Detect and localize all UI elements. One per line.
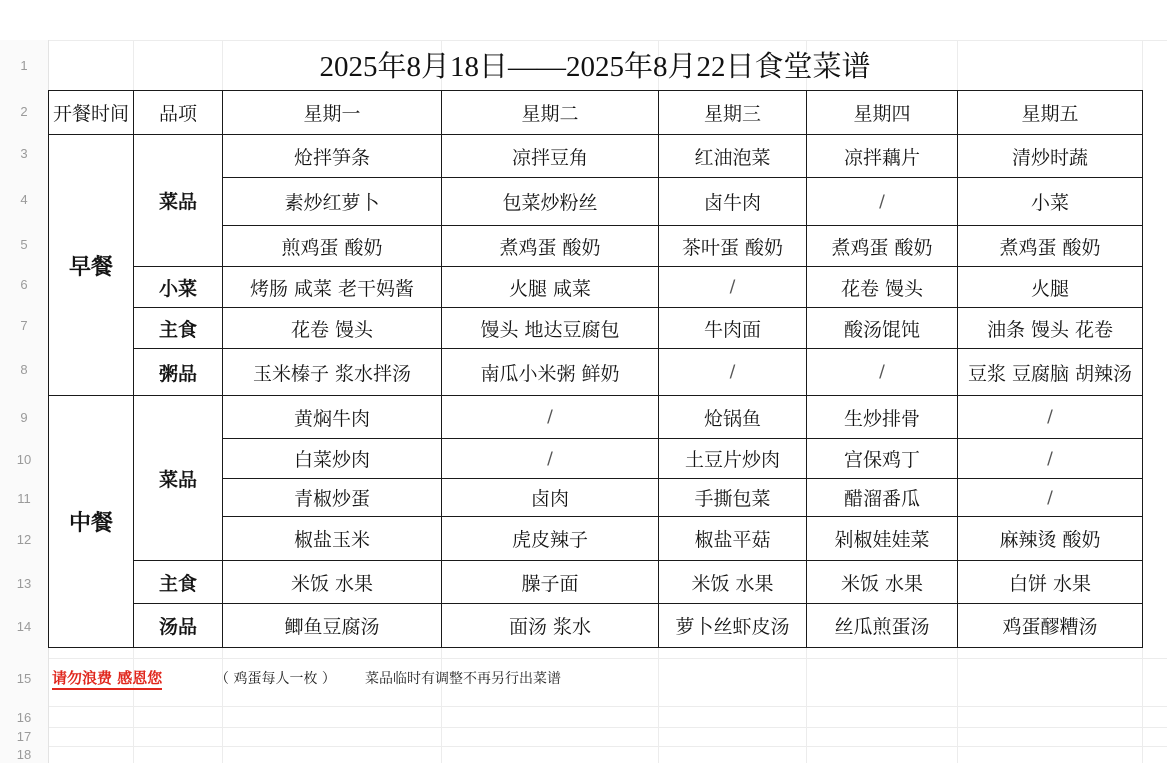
row-number[interactable]: 7 [20, 318, 28, 333]
menu-cell[interactable]: / [807, 178, 958, 226]
menu-cell[interactable]: 花卷 馒头 [807, 267, 958, 308]
lunch-dishes-label[interactable]: 菜品 [134, 396, 223, 561]
table-row [49, 349, 1143, 396]
menu-cell[interactable]: 麻辣烫 酸奶 [958, 517, 1143, 561]
row-number[interactable]: 17 [16, 729, 32, 744]
menu-cell[interactable]: 米饭 水果 [807, 561, 958, 604]
menu-cell[interactable]: 火腿 [958, 267, 1143, 308]
lunch-soup-label[interactable]: 汤品 [134, 604, 223, 648]
menu-cell[interactable]: 油条 馒头 花卷 [958, 308, 1143, 349]
menu-cell[interactable]: 清炒时蔬 [958, 135, 1143, 178]
row-number[interactable]: 15 [16, 671, 32, 686]
menu-title[interactable]: 2025年8月18日——2025年8月22日食堂菜谱 [319, 51, 871, 83]
table-row [49, 561, 1143, 604]
menu-cell[interactable]: 卤肉 [442, 479, 659, 517]
table-row [49, 308, 1143, 349]
row-number[interactable]: 11 [17, 491, 31, 506]
row-number[interactable]: 14 [16, 619, 32, 634]
waste-warning-note[interactable]: 请勿浪费 感恩您 [52, 668, 162, 690]
header-friday[interactable]: 星期五 [958, 91, 1143, 135]
menu-cell[interactable]: 椒盐玉米 [223, 517, 442, 561]
menu-cell[interactable]: 煮鸡蛋 酸奶 [958, 226, 1143, 267]
row-number[interactable]: 8 [20, 362, 28, 377]
menu-cell[interactable]: 生炒排骨 [807, 396, 958, 439]
row-number[interactable]: 16 [16, 710, 32, 725]
row-number[interactable]: 13 [16, 576, 32, 591]
breakfast-pickles-label[interactable]: 小菜 [134, 267, 223, 308]
adjustment-note[interactable]: 菜品临时有调整不再另行出菜谱 [365, 671, 561, 687]
menu-cell[interactable]: 牛肉面 [659, 308, 807, 349]
menu-cell[interactable]: / [958, 439, 1143, 479]
gridline [48, 746, 1167, 747]
lunch-label[interactable]: 中餐 [49, 396, 134, 648]
menu-cell[interactable]: 煮鸡蛋 酸奶 [807, 226, 958, 267]
breakfast-staple-label[interactable]: 主食 [134, 308, 223, 349]
menu-cell[interactable]: 凉拌豆角 [442, 135, 659, 178]
menu-cell[interactable]: 煎鸡蛋 酸奶 [223, 226, 442, 267]
row-number[interactable]: 6 [20, 277, 28, 292]
header-monday[interactable]: 星期一 [223, 91, 442, 135]
row-number[interactable]: 10 [16, 452, 32, 467]
lunch-staple-label[interactable]: 主食 [134, 561, 223, 604]
header-meal-time[interactable]: 开餐时间 [49, 91, 134, 135]
menu-cell[interactable]: 炝拌笋条 [223, 135, 442, 178]
row-number[interactable]: 9 [20, 410, 28, 425]
menu-cell[interactable]: 素炒红萝卜 [223, 178, 442, 226]
menu-cell[interactable]: 卤牛肉 [659, 178, 807, 226]
menu-cell[interactable]: 烤肠 咸菜 老干妈酱 [223, 267, 442, 308]
menu-cell[interactable]: 青椒炒蛋 [223, 479, 442, 517]
menu-cell[interactable]: 丝瓜煎蛋汤 [807, 604, 958, 648]
menu-cell[interactable]: 玉米榛子 浆水拌汤 [223, 349, 442, 396]
menu-cell[interactable]: 炝锅鱼 [659, 396, 807, 439]
header-thursday[interactable]: 星期四 [807, 91, 958, 135]
menu-cell[interactable]: 南瓜小米粥 鲜奶 [442, 349, 659, 396]
table-row [49, 267, 1143, 308]
menu-cell[interactable]: 黄焖牛肉 [223, 396, 442, 439]
menu-cell[interactable]: 土豆片炒肉 [659, 439, 807, 479]
table-row [49, 604, 1143, 648]
menu-cell[interactable]: 红油泡菜 [659, 135, 807, 178]
menu-cell[interactable]: 白菜炒肉 [223, 439, 442, 479]
table-row [49, 135, 1143, 178]
menu-cell[interactable]: 馒头 地达豆腐包 [442, 308, 659, 349]
menu-cell[interactable]: / [442, 439, 659, 479]
table-row [49, 396, 1143, 439]
header-tuesday[interactable]: 星期二 [442, 91, 659, 135]
menu-cell[interactable]: 鸡蛋醪糟汤 [958, 604, 1143, 648]
menu-cell[interactable]: 小菜 [958, 178, 1143, 226]
menu-cell[interactable]: 煮鸡蛋 酸奶 [442, 226, 659, 267]
menu-cell[interactable]: 萝卜丝虾皮汤 [659, 604, 807, 648]
menu-cell[interactable]: 手撕包菜 [659, 479, 807, 517]
egg-note[interactable]: （ 鸡蛋每人一枚 ） [215, 671, 336, 687]
breakfast-porridge-label[interactable]: 粥品 [134, 349, 223, 396]
menu-cell[interactable]: 包菜炒粉丝 [442, 178, 659, 226]
row-number[interactable]: 1 [20, 58, 28, 73]
menu-cell[interactable]: 醋溜番瓜 [807, 479, 958, 517]
row-number[interactable]: 12 [16, 532, 32, 547]
header-row [49, 91, 1143, 135]
gridline [48, 658, 1167, 659]
menu-cell[interactable]: 白饼 水果 [958, 561, 1143, 604]
menu-table [48, 90, 1143, 648]
menu-cell[interactable]: 火腿 咸菜 [442, 267, 659, 308]
menu-cell[interactable]: 宫保鸡丁 [807, 439, 958, 479]
breakfast-label[interactable]: 早餐 [49, 135, 134, 396]
menu-cell[interactable]: / [958, 479, 1143, 517]
gridline [48, 706, 1167, 707]
menu-cell[interactable]: 椒盐平菇 [659, 517, 807, 561]
gridline [48, 40, 1167, 41]
menu-cell[interactable]: 鲫鱼豆腐汤 [223, 604, 442, 648]
header-wednesday[interactable]: 星期三 [659, 91, 807, 135]
menu-cell[interactable]: / [958, 396, 1143, 439]
breakfast-dishes-label[interactable]: 菜品 [134, 135, 223, 267]
row-number[interactable]: 2 [20, 104, 28, 119]
menu-cell[interactable]: 花卷 馒头 [223, 308, 442, 349]
menu-cell[interactable]: / [807, 349, 958, 396]
menu-cell[interactable]: 米饭 水果 [659, 561, 807, 604]
menu-cell[interactable]: / [442, 396, 659, 439]
menu-cell[interactable]: 茶叶蛋 酸奶 [659, 226, 807, 267]
menu-cell[interactable]: 面汤 浆水 [442, 604, 659, 648]
menu-cell[interactable]: 米饭 水果 [223, 561, 442, 604]
menu-cell[interactable]: 虎皮辣子 [442, 517, 659, 561]
menu-cell[interactable]: / [659, 349, 807, 396]
header-item[interactable]: 品项 [134, 91, 223, 135]
menu-cell[interactable]: 臊子面 [442, 561, 659, 604]
menu-cell[interactable]: 剁椒娃娃菜 [807, 517, 958, 561]
row-number[interactable]: 5 [20, 237, 28, 252]
row-number[interactable]: 18 [16, 747, 32, 762]
gridline [48, 727, 1167, 728]
row-number[interactable]: 4 [20, 192, 28, 207]
menu-cell[interactable]: / [659, 267, 807, 308]
menu-cell[interactable]: 凉拌藕片 [807, 135, 958, 178]
menu-cell[interactable]: 豆浆 豆腐脑 胡辣汤 [958, 349, 1143, 396]
menu-cell[interactable]: 酸汤馄饨 [807, 308, 958, 349]
row-number[interactable]: 3 [20, 146, 28, 161]
